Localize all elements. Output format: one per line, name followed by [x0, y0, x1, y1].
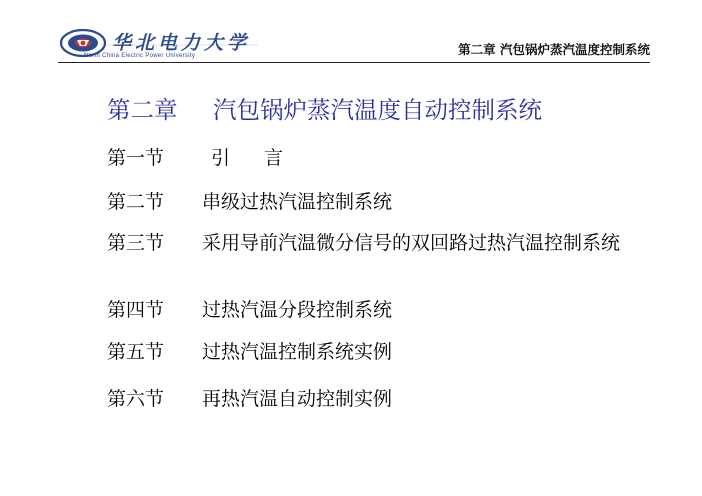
section-number: 第二节 [107, 191, 165, 213]
section-number: 第六节 [107, 388, 165, 410]
section-title: 再热汽温自动控制实例 [202, 388, 393, 410]
chapter-number: 第二章 [107, 96, 178, 124]
logo-english-name: North China Electric Power University [84, 53, 196, 59]
section-number: 第四节 [107, 299, 165, 321]
section-number: 第五节 [107, 341, 165, 363]
chapter-title [107, 91, 542, 125]
logo-chinese-name: 华北电力大学 [112, 32, 251, 54]
header-divider [58, 62, 650, 63]
section-number: 第三节 [107, 232, 165, 254]
section-number: 第一节 [107, 147, 165, 169]
header [58, 26, 650, 64]
section-title: 过热汽温分段控制系统 [202, 299, 393, 321]
university-logo [58, 26, 258, 64]
section-title: 采用导前汽温微分信号的双回路过热汽温控制系统 [202, 232, 621, 254]
chapter-name: 汽包锅炉蒸汽温度自动控制系统 [213, 96, 542, 124]
header-chapter-title: 第二章 汽包锅炉蒸汽温度控制系统 [458, 42, 650, 57]
section-title: 过热汽温控制系统实例 [202, 341, 393, 363]
section-title: 串级过热汽温控制系统 [202, 191, 393, 213]
section-title: 引 言 [211, 147, 298, 169]
